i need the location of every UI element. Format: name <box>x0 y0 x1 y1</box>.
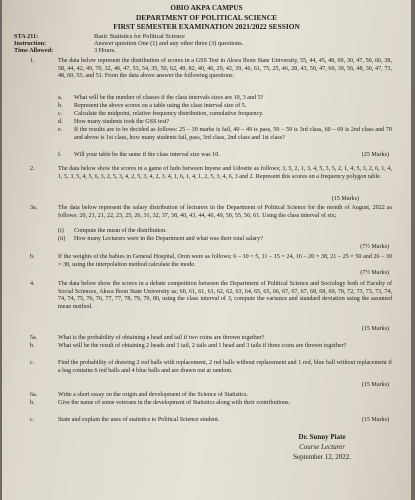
marks-label: (15 Marks) <box>331 196 359 202</box>
marks-label: (7½ Marks) <box>360 270 389 276</box>
instruction-value: Answer question One (1) and any other three (3) questions. <box>94 40 244 47</box>
question-text: How many students took the GSS test? <box>74 119 170 125</box>
question-text: The data below show the scores in a game of ludo between Inyene and Udoette as follows; 3, 5, 2, 1, 3, 4, 5, 3, 5, 2, 1, 4, 5, 3, 2, 6, 1, 4, 1, 5, 3, 5, 4, 5, 6, 3, 2, 5, 3, 4, 2, 5, 3, 4, 2, 3, 4, 1, 6, 1, 4, 1, 2, 5, 3, 4, 6, 3 and 2. Represent this scores on a frequency polygon table. <box>58 166 392 180</box>
marks-label: (7½ Marks) <box>360 244 389 250</box>
question-number: a. <box>58 95 63 101</box>
question-number: (i) <box>58 228 64 234</box>
question-text: Represent the above scores on a table using the class interval size of 5. <box>74 103 247 109</box>
question-number: c. <box>30 360 35 366</box>
question-text: Compute the mean of the distribution. <box>74 228 167 234</box>
signature-date: September 12, 2022. <box>293 453 351 461</box>
question-text: How many Lecturers were in the Department and what was their total salary? <box>74 236 263 242</box>
time-label: Time Allowed: <box>14 47 54 54</box>
question-number: e. <box>58 127 63 133</box>
signature-block <box>293 432 351 462</box>
question-number: b. <box>30 343 35 349</box>
instruction-label: Instruction: <box>14 40 47 47</box>
department-heading: DEPARTMENT OF POLITICAL SCIENCE <box>135 13 278 22</box>
question-number: b. <box>30 400 35 406</box>
question-number: 5a. <box>30 335 38 341</box>
question-text: Calculate the midpoint, relative frequency distribution, cumulative frequency. <box>74 111 264 117</box>
marks-label: (15 Marks) <box>361 382 389 388</box>
question-number: 3a. <box>30 205 38 211</box>
question-number: 1. <box>30 58 35 64</box>
question-number: 4. <box>30 281 35 287</box>
question-text: What will be the number of classes if the class intervals sizes are 10, 3 and 5? <box>74 95 264 101</box>
question-text: Will your table be the same if the class interval size was 10. <box>74 152 220 158</box>
question-text: Write a short essay on the origin and development of the Science of Statistics. <box>58 392 248 398</box>
course-label: STA 211: <box>14 33 39 40</box>
question-number: d. <box>58 119 63 125</box>
question-number: c. <box>30 417 35 423</box>
question-number: 6a. <box>30 392 38 398</box>
lecturer-role: Course Lecturer <box>299 443 345 451</box>
question-text: The data below show the scores in a debate competition between the Department of Political Science and Sociology both of Faculty of Social Sciences, Akwa Ibom State University as; 60, 61, 61, 61, 62, 62, 63, 64, 65, 65, 66, 67, 67, 67, 68, 68, 69, 70, 72, 73, 73, 73, 74, 74, 74, 75, 76, 76, 77, 77, 78, 79, 79, 80, using the class interval of 3, compute the variance and standard deviation using the assumed mean method. <box>58 281 392 310</box>
lecturer-name: Dr. Sunny Piate <box>298 433 346 441</box>
question-text: The data below represent the salary distribution of lecturers in the Department of Political Science for the month of August, 2022 as follows: 20, 21, 21, 22, 23, 25, 26, 31, 32, 37, 38, 40, 43, 44, 46, 49, 50, 55, 56, 61. Using the class interval of six; <box>58 205 392 219</box>
exam-heading: FIRST SEMESTER EXAMINATION 2021/2022 SESSION <box>113 22 300 31</box>
marks-label: (15 Marks) <box>361 417 389 423</box>
question-number: f. <box>58 152 62 158</box>
marks-label: (15 Marks) <box>361 326 389 332</box>
question-number: 2. <box>30 166 35 172</box>
question-text: What will be the result of obtaining 2 heads and 1 tail, 2 tails and 1 head and 3 tails if three coins are thrown together? <box>58 343 347 349</box>
question-number: b. <box>58 103 63 109</box>
question-text: Find the probability of drawing 2 red balls with replacement, 2 red balls without replacement and 1 red, blue ball without replacement if a bag contains 6 red balls and 4 blue balls and are drawn out at random. <box>58 360 392 374</box>
question-text: State and explain the uses of statistics to Political Science student. <box>58 417 220 423</box>
marks-label: (25 Marks) <box>361 152 389 158</box>
question-text: If the results are to be decided as follows: 25 – 39 marks is fail, 40 – 49 is pass, 50 – 59 is 3rd class, 60 – 69 is 2nd class and 70 and above is 1st class, how many students fail, pass, 3rd class, 2nd class and 1st class? <box>74 127 392 141</box>
question-text: What is the probability of obtaining a head and tail if two coins are thrown together? <box>58 335 265 341</box>
exam-paper <box>2 0 411 500</box>
question-number: (ii) <box>58 236 66 242</box>
question-number: c. <box>58 111 63 117</box>
question-text: Give the name of some veterans in the development of Statistics along with their contributions. <box>58 400 291 406</box>
campus-heading: OBIO AKPA CAMPUS <box>170 4 243 12</box>
question-text: If the weights of the babies in General Hospital, Oron were as follows; 6 – 10 = 5, 11 – 15 = 24, 16 – 20 = 38, 21 – 25 = 50 and 26 – 30 = 38, using the interpolation method calculate the mode. <box>58 254 392 268</box>
question-number: b. <box>30 254 35 260</box>
course-value: Basic Statistics for Political Science <box>94 33 185 40</box>
question-text: The data below represent the distribution of scores in a GSS Test in Akwa Ibom State University, 55, 44, 45, 48, 69, 30, 47, 50, 66, 38, 58, 44, 42, 49, 70, 32, 46, 47, 53, 54, 35, 50, 62, 49, 82, 40, 46, 29, 42, 39, 46, 61, 75, 25, 46, 28, 43, 50, 47, 60, 39, 56, 48, 30, 47, 73, 48, 60, 55, and 51. From the data above answer the following questions: <box>58 58 392 79</box>
time-value: 3 Hours. <box>94 47 116 54</box>
